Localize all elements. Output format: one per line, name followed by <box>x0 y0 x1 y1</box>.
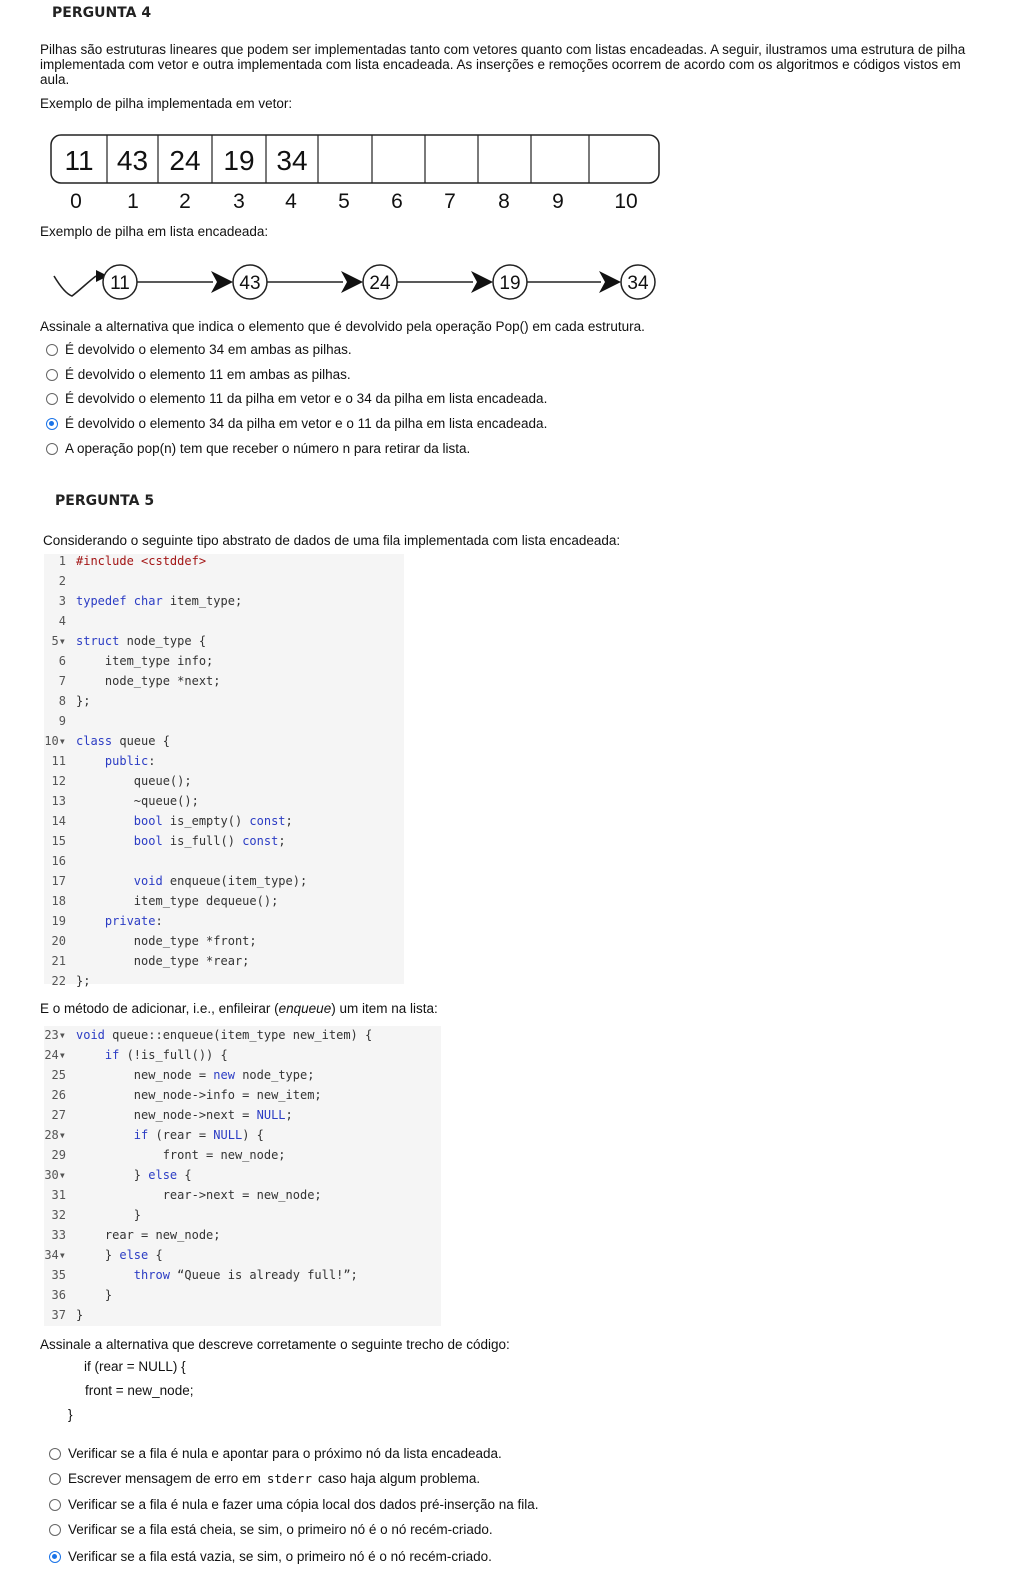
radio-button[interactable] <box>49 1473 61 1485</box>
code-line: 23▾ void queue::enqueue(item_type new_item) { <box>44 1028 373 1042</box>
code-line: 21 node_type *rear; <box>51 954 250 968</box>
code-block-enqueue <box>44 1026 441 1326</box>
code-line: 25 new_node = new node_type; <box>51 1068 315 1082</box>
code-line: 7 node_type *next; <box>58 674 221 688</box>
vector-stack-label: Exemplo de pilha implementada em vetor: <box>40 96 293 111</box>
q4-option-2[interactable] <box>46 367 351 382</box>
option-label: Verificar se a fila está cheia, se sim, o primeiro nó é o nó recém-criado. <box>68 1522 493 1537</box>
radio-button[interactable] <box>49 1524 61 1536</box>
option-label-part: Escrever mensagem de erro em <box>68 1471 261 1486</box>
arrow-head <box>471 271 493 293</box>
list-node-value: 24 <box>369 273 391 294</box>
q5-option-2[interactable] <box>49 1471 480 1486</box>
code-line: 17 void enqueue(item_type); <box>51 874 308 888</box>
code-line: 29 front = new_node; <box>51 1148 286 1162</box>
question-4-prompt: Assinale a alternativa que indica o elemento que é devolvido pela operação Pop() em cada estrutura. <box>40 319 645 334</box>
code-line: 1 #include <cstddef> <box>58 554 207 568</box>
radio-button[interactable] <box>46 443 58 455</box>
code-line: 35 throw “Queue is already full!”; <box>51 1268 358 1282</box>
code-line: 13 ~queue(); <box>51 794 199 808</box>
option-label-part: caso haja algum problema. <box>317 1471 481 1486</box>
q5-option-4[interactable] <box>49 1522 493 1537</box>
code-block-queue-class <box>44 554 404 988</box>
code-line: 6 item_type info; <box>58 654 214 668</box>
question-5-intro: Considerando o seguinte tipo abstrato de dados de uma fila implementada com lista encadeada: <box>43 533 621 548</box>
code-line: 12 queue(); <box>51 774 192 788</box>
code-line: 24▾ if (!is_full()) { <box>44 1048 228 1062</box>
vector-cell-value: 11 <box>64 145 94 176</box>
vector-index-label: 6 <box>391 190 403 213</box>
q4-option-3[interactable] <box>46 391 547 406</box>
radio-button[interactable] <box>46 393 58 405</box>
option-label <box>68 1471 480 1486</box>
code-line: 19 private: <box>51 914 163 928</box>
arrow-head <box>599 271 621 293</box>
code-line: 26 new_node->info = new_item; <box>51 1088 322 1102</box>
vector-index-label: 3 <box>233 190 245 213</box>
intro-line: implementada com vetor e outra implementada com lista encadeada. As inserções e remoções ocorrem de acordo com os algoritmos e códigos vistos em <box>40 57 961 72</box>
code-line: 3 typedef char item_type; <box>58 594 243 608</box>
code-line: 15 bool is_full() const; <box>51 834 286 848</box>
arrow-head <box>341 271 363 293</box>
arrow-head <box>211 271 233 293</box>
q4-option-5[interactable] <box>46 441 470 456</box>
vector-index-label: 1 <box>127 190 139 213</box>
vector-index-label: 10 <box>614 190 638 213</box>
vector-index-label: 8 <box>498 190 510 213</box>
vector-cell-value: 19 <box>223 145 255 176</box>
vector-cell-value: 34 <box>276 145 308 176</box>
option-label: A operação pop(n) tem que receber o número n para retirar da lista. <box>65 441 471 456</box>
code-line: 16 <box>51 854 66 868</box>
code-line: 4 <box>58 614 66 628</box>
question-5-prompt: Assinale a alternativa que descreve corretamente o seguinte trecho de código: <box>40 1337 510 1352</box>
vector-stack-diagram <box>40 130 670 216</box>
code-line: 20 node_type *front; <box>51 934 257 948</box>
radio-button-selected[interactable] <box>49 1551 61 1563</box>
list-node-value: 11 <box>110 273 130 294</box>
squiggle-start <box>54 276 96 296</box>
code-line: 37 } <box>51 1308 84 1322</box>
vector-index-label: 0 <box>70 190 82 213</box>
intro-line: Pilhas são estruturas lineares que podem ser implementadas tanto com vetores quanto com listas encadeadas. A seguir, ilustramos uma estrutura de pilha <box>40 42 966 57</box>
code-line: 11 public: <box>51 754 156 768</box>
option-label: É devolvido o elemento 11 em ambas as pilhas. <box>65 367 351 382</box>
code-line: 33 rear = new_node; <box>51 1228 221 1242</box>
code-line: 31 rear->next = new_node; <box>51 1188 322 1202</box>
code-line: 8 }; <box>58 694 91 708</box>
code-line: 5▾ struct node_type { <box>51 634 207 648</box>
q5-option-1[interactable] <box>49 1446 502 1461</box>
code-line: 36 } <box>51 1288 113 1302</box>
option-label-code: stderr <box>266 1471 312 1486</box>
question-5-title: PERGUNTA 5 <box>55 493 155 509</box>
list-node-value: 34 <box>627 273 649 294</box>
vector-index-label: 5 <box>338 190 350 213</box>
code-line: 2 <box>58 574 66 588</box>
snippet-line: front = new_node; <box>85 1383 194 1398</box>
option-label: É devolvido o elemento 34 em ambas as pilhas. <box>65 342 352 357</box>
enqueue-intro: E o método de adicionar, i.e., enfileirar (enqueue) um item na lista: <box>40 1001 438 1016</box>
vector-index-label: 4 <box>285 190 297 213</box>
radio-button[interactable] <box>46 344 58 356</box>
vector-cell-value: 24 <box>169 145 201 176</box>
code-line: 10▾ class queue { <box>44 734 170 748</box>
vector-index-label: 9 <box>552 190 564 213</box>
code-line: 27 new_node->next = NULL; <box>51 1108 293 1122</box>
question-4-intro <box>40 42 1000 87</box>
intro-line: aula. <box>40 72 70 87</box>
code-line: 28▾ if (rear = NULL) { <box>44 1128 264 1142</box>
code-line: 30▾ } else { <box>44 1168 192 1182</box>
radio-button[interactable] <box>49 1499 61 1511</box>
option-label: Verificar se a fila é nula e fazer uma cópia local dos dados pré-inserção na fila. <box>68 1497 539 1512</box>
list-node-value: 19 <box>499 273 521 294</box>
option-label: É devolvido o elemento 34 da pilha em vetor e o 11 da pilha em lista encadeada. <box>65 416 548 431</box>
radio-button-selected[interactable] <box>46 418 58 430</box>
code-line: 18 item_type dequeue(); <box>51 894 279 908</box>
option-label: Verificar se a fila é nula e apontar para o próximo nó da lista encadeada. <box>68 1446 502 1461</box>
radio-button[interactable] <box>49 1448 61 1460</box>
q4-option-4[interactable] <box>46 416 547 431</box>
radio-button[interactable] <box>46 369 58 381</box>
code-line: 32 } <box>51 1208 142 1222</box>
snippet-line: if (rear = NULL) { <box>84 1359 186 1374</box>
code-line: 9 <box>58 714 66 728</box>
code-line: 34▾ } else { <box>44 1248 163 1262</box>
code-line: 14 bool is_empty() const; <box>51 814 293 828</box>
code-line: 22 }; <box>51 974 91 988</box>
q5-option-3[interactable] <box>49 1497 539 1512</box>
question-4-title: PERGUNTA 4 <box>52 5 152 21</box>
vector-index-label: 2 <box>179 190 191 213</box>
q5-option-5[interactable] <box>49 1549 492 1564</box>
vector-cell-value: 43 <box>116 145 149 176</box>
option-label: É devolvido o elemento 11 da pilha em vetor e o 34 da pilha em lista encadeada. <box>65 391 548 406</box>
option-label: Verificar se a fila está vazia, se sim, o primeiro nó é o nó recém-criado. <box>68 1549 492 1564</box>
linked-list-diagram <box>52 258 672 308</box>
vector-index-label: 7 <box>444 190 456 213</box>
linked-stack-label: Exemplo de pilha em lista encadeada: <box>40 224 269 239</box>
list-node-value: 43 <box>239 273 261 294</box>
snippet-line: } <box>68 1407 73 1422</box>
q4-option-1[interactable] <box>46 342 352 357</box>
